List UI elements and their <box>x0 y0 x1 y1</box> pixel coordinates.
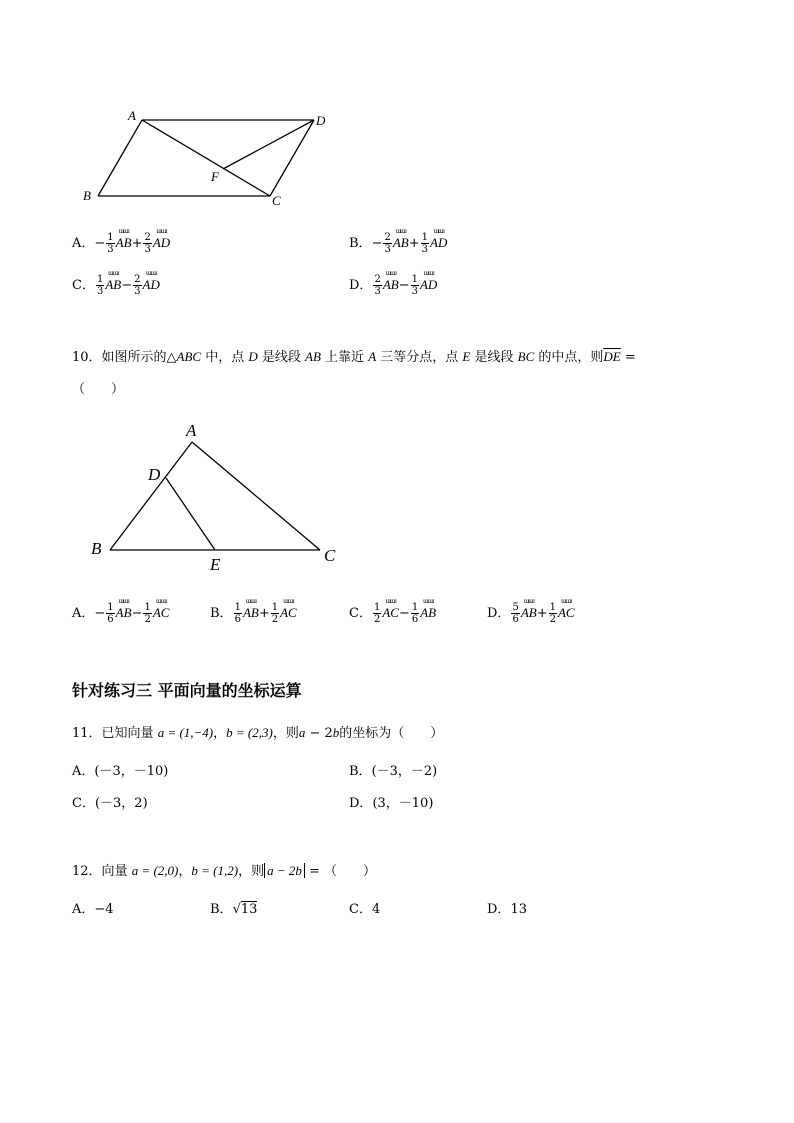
label-F-fig9: F <box>211 169 219 184</box>
q11-option-c[interactable]: C．(－3，2) <box>72 796 148 811</box>
q9-option-b[interactable]: B．− $\frac{2}{3}$ ɯɯɹ AB+ $\frac{1}{3}$ ɯɯɹ AD <box>349 227 448 255</box>
section-heading: 针对练习三 平面向量的坐标运算 <box>72 681 302 700</box>
q11-option-b[interactable]: B．(－3，－2) <box>349 764 438 779</box>
sqrt-symbol: √ <box>232 902 241 917</box>
label-C-fig9: C <box>272 193 281 208</box>
q12-option-a[interactable]: A．−4 <box>72 902 114 917</box>
q12-option-c[interactable]: C．4 <box>349 902 381 917</box>
q10-question: 10．如图所示的△ABC 中，点 D 是线段 AB 上靠近 A 三等分点，点 E 是线段 BC 的中点，则$\overline{DE}$ = <box>72 349 636 365</box>
q10-option-a[interactable]: A．− $\frac{1}{6}$ ɯɯɹ AB− $\frac{1}{2}$ ɯɯɹ AC <box>72 597 170 625</box>
q11-question: 11．已知向量 a = (1,−4)，b = (2,3)，则a − 2b的坐标为（ ） <box>72 725 444 741</box>
label-B-fig10: B <box>91 539 102 558</box>
label-D-fig9: D <box>316 113 326 128</box>
label-A-fig9: A <box>128 108 136 123</box>
q10-option-c[interactable]: C． $\frac{1}{2}$ ɯɯɹ AC− $\frac{1}{6}$ ɯɯɹ AB <box>349 597 437 625</box>
q9-option-a[interactable]: A．− $\frac{1}{3}$ ɯɯɹ AB+ $\frac{2}{3}$ ɯɯɹ AD <box>72 227 171 255</box>
label-D-fig10: D <box>148 465 161 484</box>
q11-option-a[interactable]: A．(－3，－10) <box>72 764 169 779</box>
label-C-fig10: C <box>324 546 336 565</box>
q12-question: 12．向量 a = (2,0)，b = (1,2)，则 a − 2b = （ ） <box>72 863 377 879</box>
label-A-fig10: A <box>186 421 197 440</box>
label-E-fig10: E <box>210 555 221 574</box>
q12-option-d[interactable]: D．13 <box>487 902 527 917</box>
parallelogram-figure <box>78 108 338 210</box>
label-B-fig9: B <box>83 188 91 203</box>
triangle-figure <box>100 430 340 560</box>
q9-option-c[interactable]: C． $\frac{1}{3}$ ɯɯɹ AB− $\frac{2}{3}$ ɯɯɹ AD <box>72 269 160 297</box>
q10-option-d[interactable]: D． $\frac{5}{6}$ ɯɯɹ AB+ $\frac{1}{2}$ ɯɯɹ AC <box>487 597 575 625</box>
abs-value-expression: a − 2b <box>264 863 305 878</box>
q12-option-b[interactable]: B．√13 <box>210 902 258 917</box>
q10-option-b[interactable]: B． $\frac{1}{6}$ ɯɯɹ AB+ $\frac{1}{2}$ ɯɯɹ AC <box>210 597 297 625</box>
q9-option-d[interactable]: D． $\frac{2}{3}$ ɯɯɹ AB− $\frac{1}{3}$ ɯɯɹ AD <box>349 269 438 297</box>
q10-answer-paren: （ ） <box>72 382 125 397</box>
q11-option-d[interactable]: D．(3，－10) <box>349 796 434 811</box>
